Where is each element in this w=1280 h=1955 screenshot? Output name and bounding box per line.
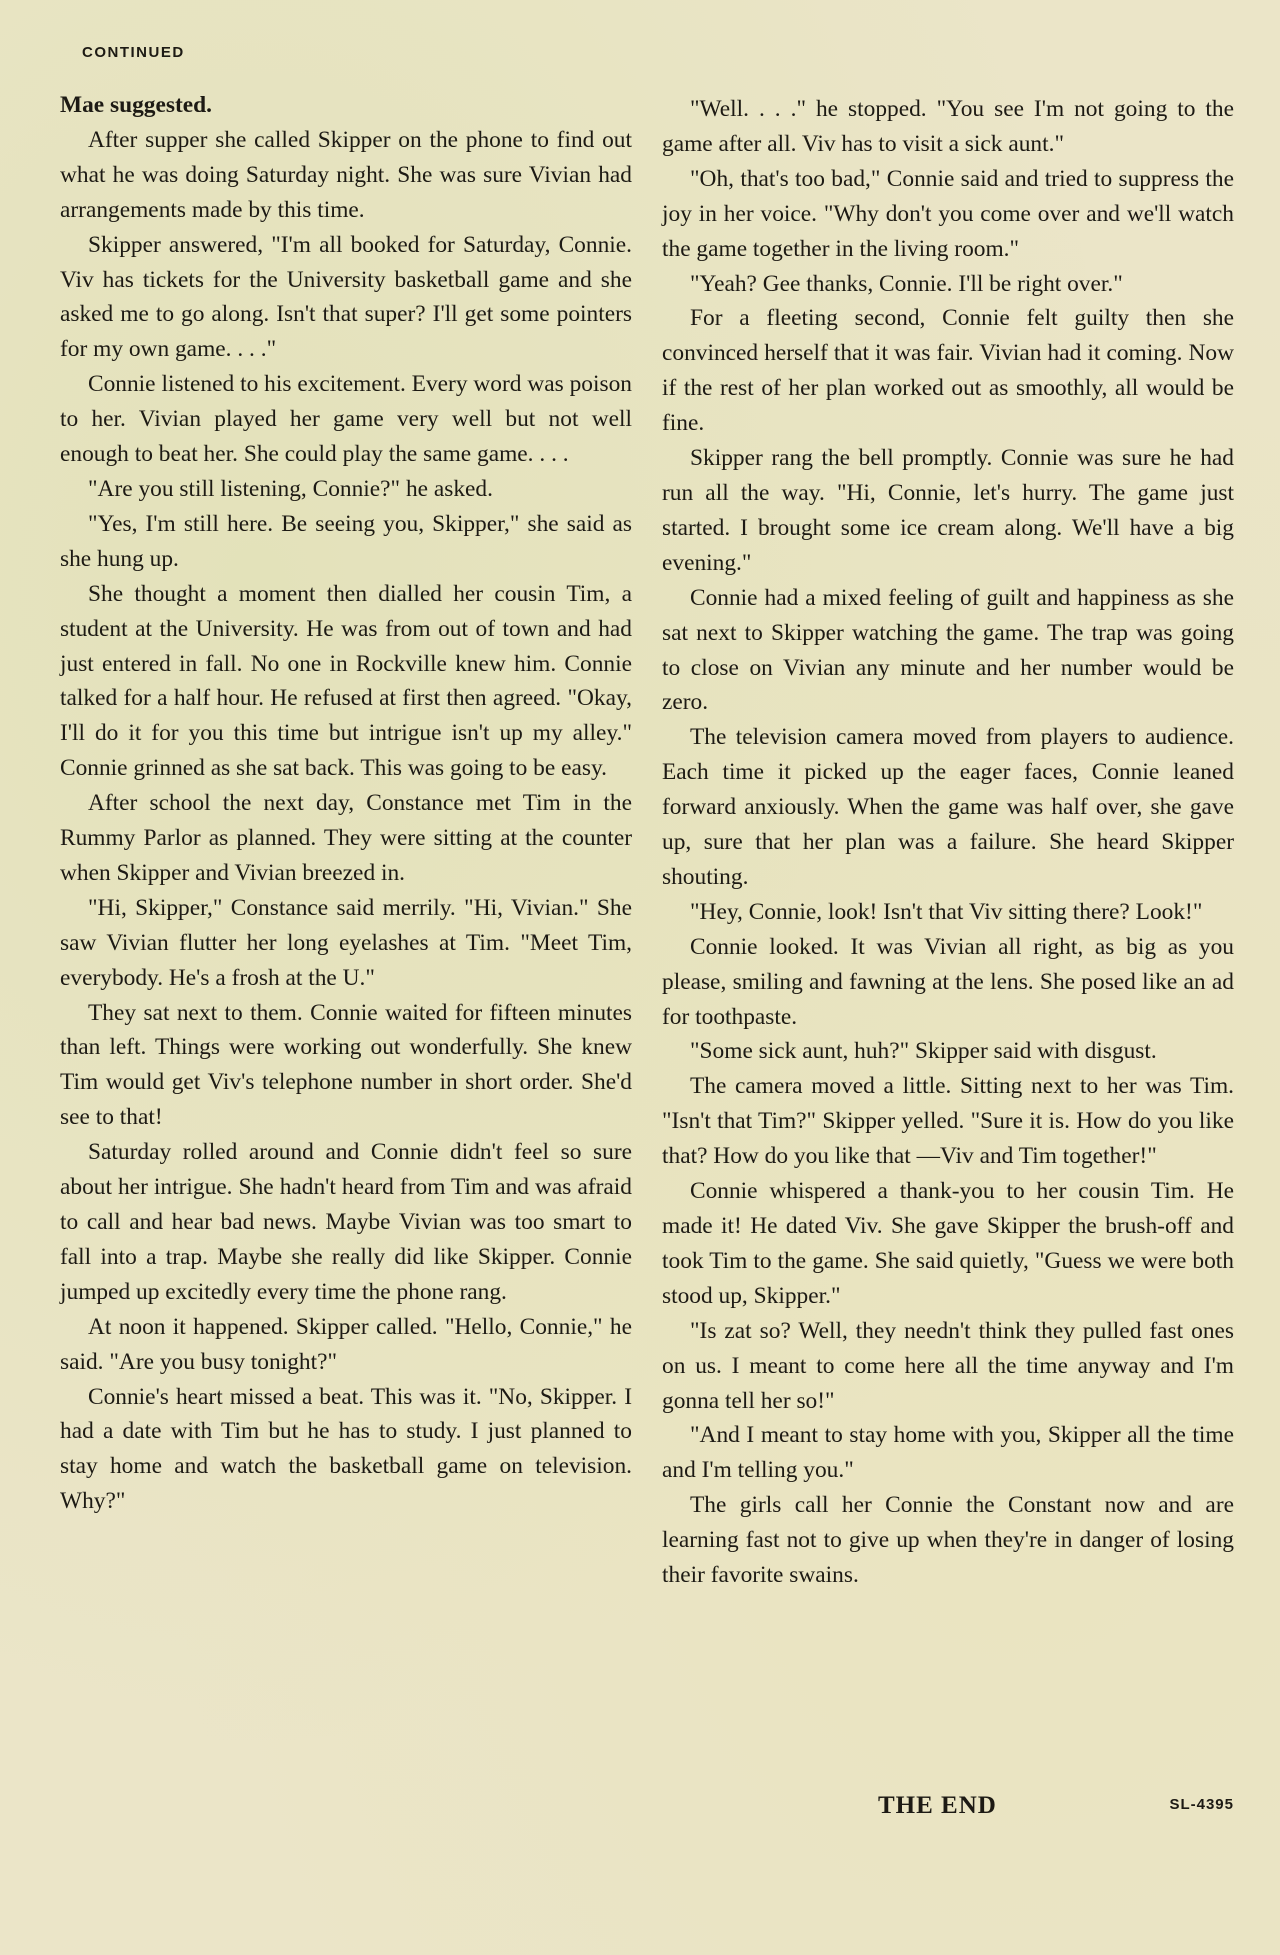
paragraph: They sat next to them. Connie waited for fifteen minutes than left. Things were working out wonderfully. She knew Tim would get Viv's telephone number in short order. She'd see to that! bbox=[60, 999, 632, 1131]
paragraph: "Oh, that's too bad," Connie said and tried to suppress the joy in her voice. "Why don't you come over and we'll watch the game together in the living room." bbox=[662, 165, 1234, 262]
left-column bbox=[60, 88, 632, 1519]
paragraph: "Well. . . ." he stopped. "You see I'm not going to the game after all. Viv has to visit a sick aunt." bbox=[662, 96, 1234, 157]
paragraph: "Yes, I'm still here. Be seeing you, Skipper," she said as she hung up. bbox=[60, 510, 632, 572]
paragraph: The camera moved a little. Sitting next to her was Tim. "Isn't that Tim?" Skipper yelled. "Sure it is. How do you like that? How do you like that —Viv and Tim together!" bbox=[662, 1073, 1234, 1170]
paragraph: Skipper answered, "I'm all booked for Saturday, Connie. Viv has tickets for the University basketball game and she asked me to go along. Isn't that super? I'll get some pointers for my own game. . . ." bbox=[60, 231, 632, 363]
paragraph: "Yeah? Gee thanks, Connie. I'll be right over." bbox=[690, 270, 1123, 297]
paragraph: Connie had a mixed feeling of guilt and happiness as she sat next to Skipper watching the game. The trap was going to close on Vivian any minute and her number would be zero. bbox=[662, 584, 1234, 716]
paragraph: Connie's heart missed a beat. This was it. "No, Skipper. I had a date with Tim but he has to study. I just planned to stay home and watch the basketball game on television. Why?" bbox=[60, 1383, 632, 1515]
paragraph: Skipper rang the bell promptly. Connie was sure he had run all the way. "Hi, Connie, let's hurry. The game just started. I brought some ice cream along. We'll have a big evening." bbox=[662, 445, 1234, 576]
paragraph: The television camera moved from players to audience. Each time it picked up the eager faces, Connie leaned forward anxiously. When the game was half over, she gave up, sure that her plan was a failure. She heard Skipper shouting. bbox=[662, 724, 1234, 890]
paragraph: The girls call her Connie the Constant now and are learning fast not to give up when they're in danger of losing their favorite swains. bbox=[662, 1492, 1234, 1589]
paragraph: "Are you still listening, Connie?" he asked. bbox=[88, 475, 493, 502]
paragraph: After supper she called Skipper on the phone to find out what he was doing Saturday night. She was sure Vivian had arrangements made by this time. bbox=[60, 126, 632, 223]
paragraph: "Hi, Skipper," Constance said merrily. "Hi, Vivian." She saw Vivian flutter her long eyelashes at Tim. "Meet Tim, everybody. He's a frosh at the U." bbox=[60, 894, 632, 991]
right-column bbox=[662, 92, 1234, 1593]
paragraph: "Hey, Connie, look! Isn't that Viv sitting there? Look!" bbox=[690, 898, 1203, 925]
paragraph: Connie looked. It was Vivian all right, as big as you please, smiling and fawning at the lens. She posed like an ad for toothpaste. bbox=[662, 933, 1234, 1030]
paragraph: Saturday rolled around and Connie didn't feel so sure about her intrigue. She hadn't heard from Tim and was afraid to call and hear bad news. Maybe Vivian was too smart to fall into a trap. Maybe she really did like Skipper. Connie jumped up excitedly every time the phone rang. bbox=[60, 1139, 632, 1305]
paragraph: Connie listened to his excitement. Every word was poison to her. Vivian played her game very well but not well enough to beat her. She could play the same game. . . . bbox=[60, 371, 632, 468]
paragraph: "Some sick aunt, huh?" Skipper said with disgust. bbox=[690, 1038, 1157, 1065]
footer bbox=[662, 1792, 1234, 1832]
paragraph: At noon it happened. Skipper called. "Hello, Connie," he said. "Are you busy tonight?" bbox=[60, 1313, 632, 1375]
paragraph: "And I meant to stay home with you, Skipper all the time and I'm telling you." bbox=[662, 1422, 1234, 1484]
paragraph: For a fleeting second, Connie felt guilty then she convinced herself that it was fair. Vivian had it coming. Now if the rest of her plan worked out as smoothly, all would be fine. bbox=[662, 305, 1234, 437]
paragraph: Mae suggested. bbox=[60, 92, 213, 118]
the-end-label: THE END bbox=[878, 1792, 997, 1819]
continued-label: CONTINUED bbox=[82, 44, 185, 61]
paragraph: She thought a moment then dialled her cousin Tim, a student at the University. He was from out of town and had just entered in fall. No one in Rockville knew him. Connie talked for a half hour. He refused at first then agreed. "Okay, I'll do it for you this time but intrigue isn't up my alley." Connie grinned as she sat back. This was going to be easy. bbox=[60, 580, 632, 782]
story-code: SL-4395 bbox=[1169, 1796, 1234, 1813]
paragraph: "Is zat so? Well, they needn't think they pulled fast ones on us. I meant to come here all the time anyway and I'm gonna tell her so!" bbox=[662, 1317, 1234, 1414]
paragraph: Connie whispered a thank-you to her cousin Tim. He made it! He dated Viv. She gave Skipper the brush-off and took Tim to the game. She said quietly, "Guess we were both stood up, Skipper." bbox=[662, 1178, 1234, 1309]
paragraph: After school the next day, Constance met Tim in the Rummy Parlor as planned. They were sitting at the counter when Skipper and Vivian breezed in. bbox=[60, 790, 632, 886]
